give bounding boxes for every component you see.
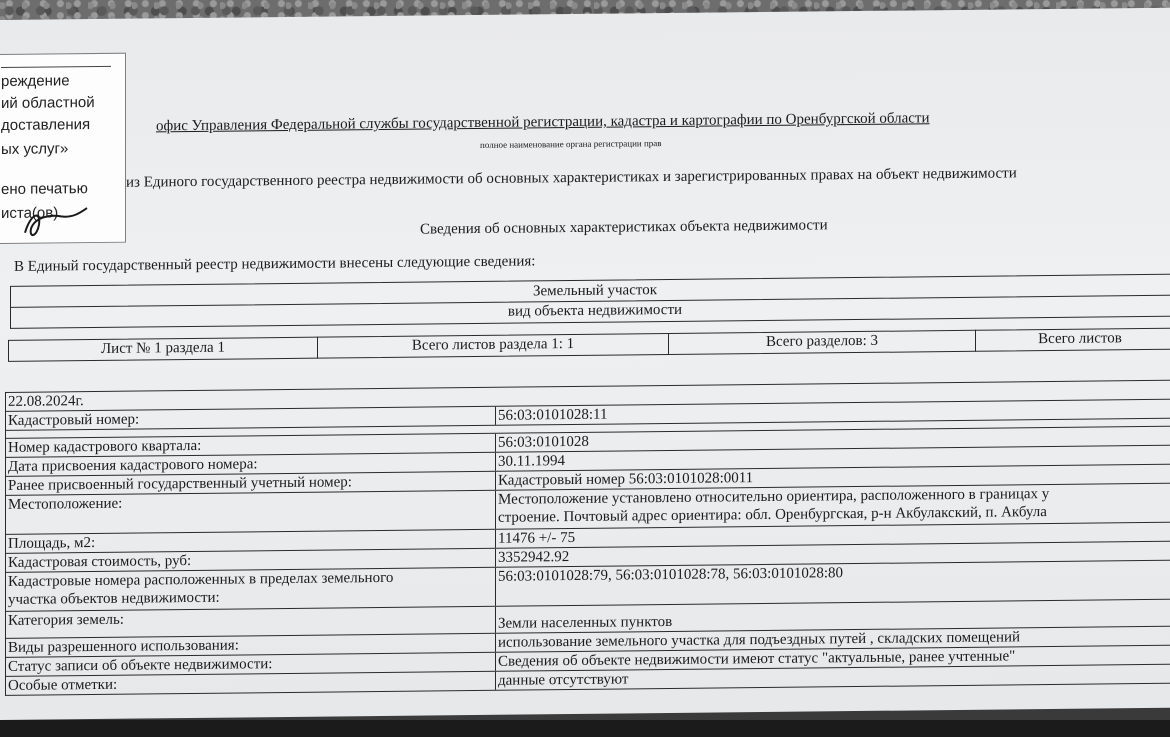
intro-text: В Единый государственный реестр недвижимости внесены следующие сведения:: [14, 253, 536, 275]
stamp-line: ий областной: [1, 94, 95, 112]
row-value-line: Местоположение установлено относительно ориентира, расположенного в границах у: [498, 486, 1050, 508]
stamp-line: реждение: [1, 72, 70, 90]
total-sections-cell: Всего разделов: 3: [668, 330, 976, 355]
row-label: Статус записи об объекте недвижимости:: [6, 653, 496, 676]
row-label: [6, 568, 496, 611]
stamp-rule: [1, 66, 111, 68]
row-label: Номер кадастрового квартала:: [6, 434, 496, 457]
office-name: офис Управления Федеральной службы государственной регистрации, кадастра и картографии по Оренбургской области: [156, 110, 930, 135]
stamp-line: иста(ов): [1, 204, 59, 222]
row-label: Виды разрешенного использования:: [6, 634, 496, 657]
object-type-caption-cell: вид объекта недвижимости: [10, 295, 1170, 329]
row-value: использование земельного участка для подъездных путей , складских помещений: [498, 629, 1021, 651]
property-table: [5, 380, 1170, 696]
document-page: [0, 8, 1170, 720]
stamp-line: ых услуг»: [1, 140, 69, 158]
office-caption: полное наименование органа регистрации прав: [480, 138, 662, 150]
service-stamp: [0, 53, 126, 244]
row-value: 56:03:0101028: [498, 433, 589, 451]
row-value: 11476 +/- 75: [498, 529, 576, 547]
row-label: Особые отметки:: [6, 672, 496, 695]
row-value: 56:03:0101028:79, 56:03:0101028:78, 56:03:0101028:80: [498, 565, 844, 585]
stamp-line: ено печатью: [1, 180, 88, 198]
signature-icon: [21, 202, 91, 243]
row-label: Ранее присвоенный государственный учетный номер:: [6, 472, 496, 495]
row-value: 56:03:0101028:11: [498, 406, 608, 424]
row-label-line: участка объектов недвижимости:: [8, 589, 220, 608]
extract-title: из Единого государственного реестра недвижимости об основных характеристиках и зарегистрированных правах на объект недвижимости: [126, 165, 1017, 191]
row-label: Местоположение:: [6, 491, 496, 534]
row-label: Кадастровая стоимость, руб:: [6, 549, 496, 572]
total-sheets-section-cell: Всего листов раздела 1: 1: [317, 333, 669, 359]
row-value: Земли населенных пунктов: [498, 613, 673, 632]
section-heading: Сведения об основных характеристиках объекта недвижимости: [420, 217, 828, 238]
stamp-line: доставления: [1, 116, 91, 134]
row-label: Дата присвоения кадастрового номера:: [6, 453, 496, 476]
row-value: 3352942.92: [498, 549, 570, 566]
object-type-cell: Земельный участок: [10, 274, 1170, 308]
row-value-line: строение. Почтовый адрес ориентира: обл. Оренбургская, р-н Акбулакский, п. Акбула: [498, 504, 1047, 526]
total-sheets-cell: Всего листов: [975, 328, 1170, 352]
row-value: 30.11.1994: [498, 453, 565, 470]
row-value: данные отсутствуют: [498, 671, 629, 689]
bottom-edge: [0, 720, 1170, 737]
row-label-line: Кадастровые номера расположенных в пределах земельного: [8, 569, 394, 590]
row-label: Категория земель:: [6, 607, 496, 638]
date-cell: 22.08.2024г.: [8, 393, 84, 410]
row-label: Кадастровый номер:: [6, 407, 496, 430]
row-value: Сведения об объекте недвижимости имеют статус "актуальные, ранее учтенные": [498, 648, 1016, 670]
sheet-cell: Лист № 1 раздела 1: [8, 337, 318, 362]
row-value: [496, 484, 1170, 529]
row-value: Кадастровый номер 56:03:0101028:0011: [498, 470, 754, 489]
row-label: Площадь, м2:: [6, 530, 496, 553]
